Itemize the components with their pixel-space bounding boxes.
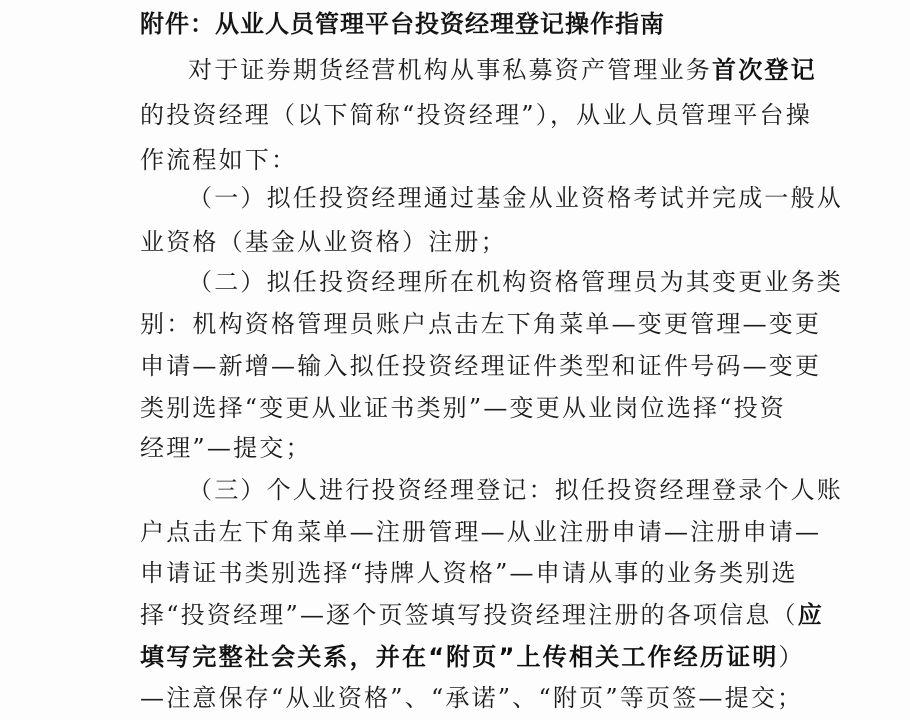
step3-line-5: [140, 637, 805, 677]
step3-text: 择“投资经理”—逐个页签填写投资经理注册的各项信息（: [140, 601, 798, 629]
step2-line-3: 申请—新增—输入拟任投资经理证件类型和证件号码—变更: [140, 352, 822, 380]
step2-line-5: 经理”—提交；: [140, 434, 312, 462]
step2-line-4: 类别选择“变更从业证书类别”—变更从业岗位选择“投资: [140, 394, 787, 422]
step1-line-2: 业资格（基金从业资格）注册；: [140, 228, 507, 256]
document-title: 附件：从业人员管理平台投资经理登记操作指南: [140, 10, 665, 38]
intro-line-3: 作流程如下：: [140, 146, 298, 174]
intro-emphasis: 首次登记: [712, 56, 817, 84]
intro-line-1: [188, 50, 817, 90]
step2-line-1: （二）拟任投资经理所在机构资格管理员为其变更业务类: [188, 268, 843, 296]
step3-line-3: 申请证书类别选择“持牌人资格”—申请从事的业务类别选: [140, 559, 798, 587]
step3-line-6: —注意保存“从业资格”、“承诺”、“附页”等页签—提交；: [140, 684, 804, 712]
step3-close-paren: ）: [778, 643, 805, 671]
intro-line-2: 的投资经理（以下简称“投资经理”），从业人员管理平台操: [140, 101, 812, 129]
step3-line-2: 户点击左下角菜单—注册管理—从业注册申请—注册申请—: [140, 518, 822, 546]
intro-text: 对于证券期货经营机构从事私募资产管理业务: [188, 56, 712, 84]
step3-line-4: [140, 595, 824, 635]
step2-line-2: 别：机构资格管理员账户点击左下角菜单—变更管理—变更: [140, 310, 822, 338]
step3-emphasis: 填写完整社会关系，并在“附页”上传相关工作经历证明: [140, 643, 779, 671]
step3-emphasis-start: 应: [797, 601, 824, 629]
step1-line-1: （一）拟任投资经理通过基金从业资格考试并完成一般从: [188, 184, 843, 212]
step3-line-1: （三）个人进行投资经理登记：拟任投资经理登录个人账: [188, 476, 843, 504]
